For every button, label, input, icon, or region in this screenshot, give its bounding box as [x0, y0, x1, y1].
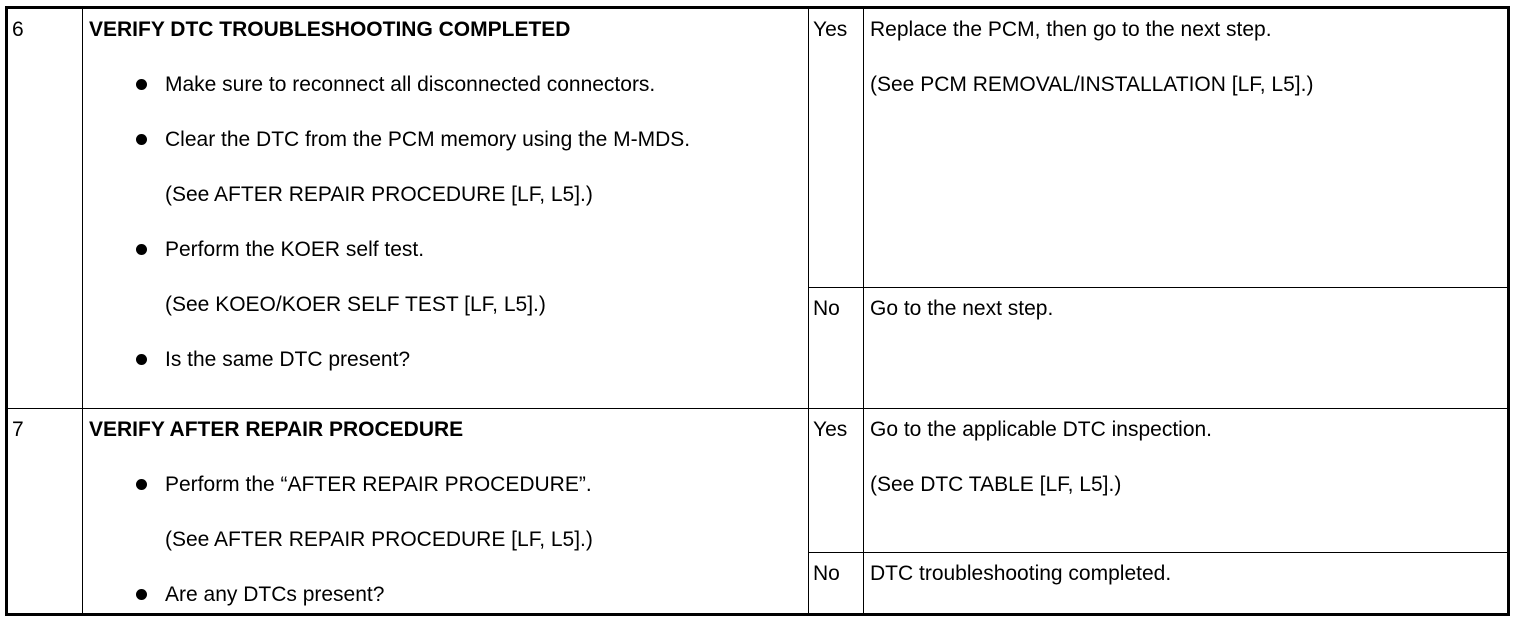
action-no-cell	[864, 288, 1509, 409]
bullet-text: Clear the DTC from the PCM memory using the M-MDS.	[165, 128, 691, 151]
answer-yes-cell	[809, 409, 864, 553]
reference-text: (See AFTER REPAIR PROCEDURE [LF, L5].)	[165, 528, 593, 551]
step-7-number-cell	[7, 409, 83, 615]
bullet-dot-icon	[136, 354, 147, 365]
step-7-procedure-cell	[83, 409, 809, 615]
reference-text: (See PCM REMOVAL/INSTALLATION [LF, L5].)	[870, 73, 1314, 96]
step-number: 6	[12, 18, 24, 41]
bullet-text: Perform the “AFTER REPAIR PROCEDURE”.	[165, 473, 592, 496]
answer-label: Yes	[813, 418, 848, 441]
action-no-cell	[864, 553, 1509, 615]
bullet-item	[89, 237, 705, 262]
step-title: VERIFY AFTER REPAIR PROCEDURE	[89, 418, 464, 441]
action-text: Go to the next step.	[870, 297, 1054, 320]
bullet-item	[89, 582, 705, 607]
bullet-item	[89, 127, 705, 152]
answer-no-cell	[809, 553, 864, 615]
bullet-text: Perform the KOER self test.	[165, 238, 425, 261]
action-text: DTC troubleshooting completed.	[870, 562, 1172, 585]
bullet-dot-icon	[136, 79, 147, 90]
answer-label: No	[813, 297, 840, 320]
answer-yes-cell	[809, 8, 864, 288]
action-text: Go to the applicable DTC inspection.	[870, 418, 1213, 441]
bullet-dot-icon	[136, 589, 147, 600]
step-6-yes-row	[7, 8, 1509, 288]
action-yes-cell	[864, 409, 1509, 553]
answer-label: No	[813, 562, 840, 585]
bullet-item	[89, 472, 705, 497]
reference-text: (See KOEO/KOER SELF TEST [LF, L5].)	[165, 293, 546, 316]
step-7-yes-row	[7, 409, 1509, 553]
reference-text: (See AFTER REPAIR PROCEDURE [LF, L5].)	[165, 183, 593, 206]
bullet-text: Is the same DTC present?	[165, 348, 411, 371]
bullet-dot-icon	[136, 244, 147, 255]
bullet-dot-icon	[136, 479, 147, 490]
step-number: 7	[12, 418, 24, 441]
action-yes-cell	[864, 8, 1509, 288]
troubleshooting-table	[5, 6, 1510, 616]
bullet-item	[89, 72, 705, 97]
step-title: VERIFY DTC TROUBLESHOOTING COMPLETED	[89, 18, 571, 41]
bullet-text: Are any DTCs present?	[165, 583, 385, 606]
answer-no-cell	[809, 288, 864, 409]
bullet-text: Make sure to reconnect all disconnected connectors.	[165, 73, 656, 96]
step-6-procedure-cell	[83, 8, 809, 409]
step-6-number-cell	[7, 8, 83, 409]
bullet-dot-icon	[136, 134, 147, 145]
bullet-item	[89, 347, 705, 372]
answer-label: Yes	[813, 18, 848, 41]
action-text: Replace the PCM, then go to the next step.	[870, 18, 1272, 41]
reference-text: (See DTC TABLE [LF, L5].)	[870, 473, 1122, 496]
